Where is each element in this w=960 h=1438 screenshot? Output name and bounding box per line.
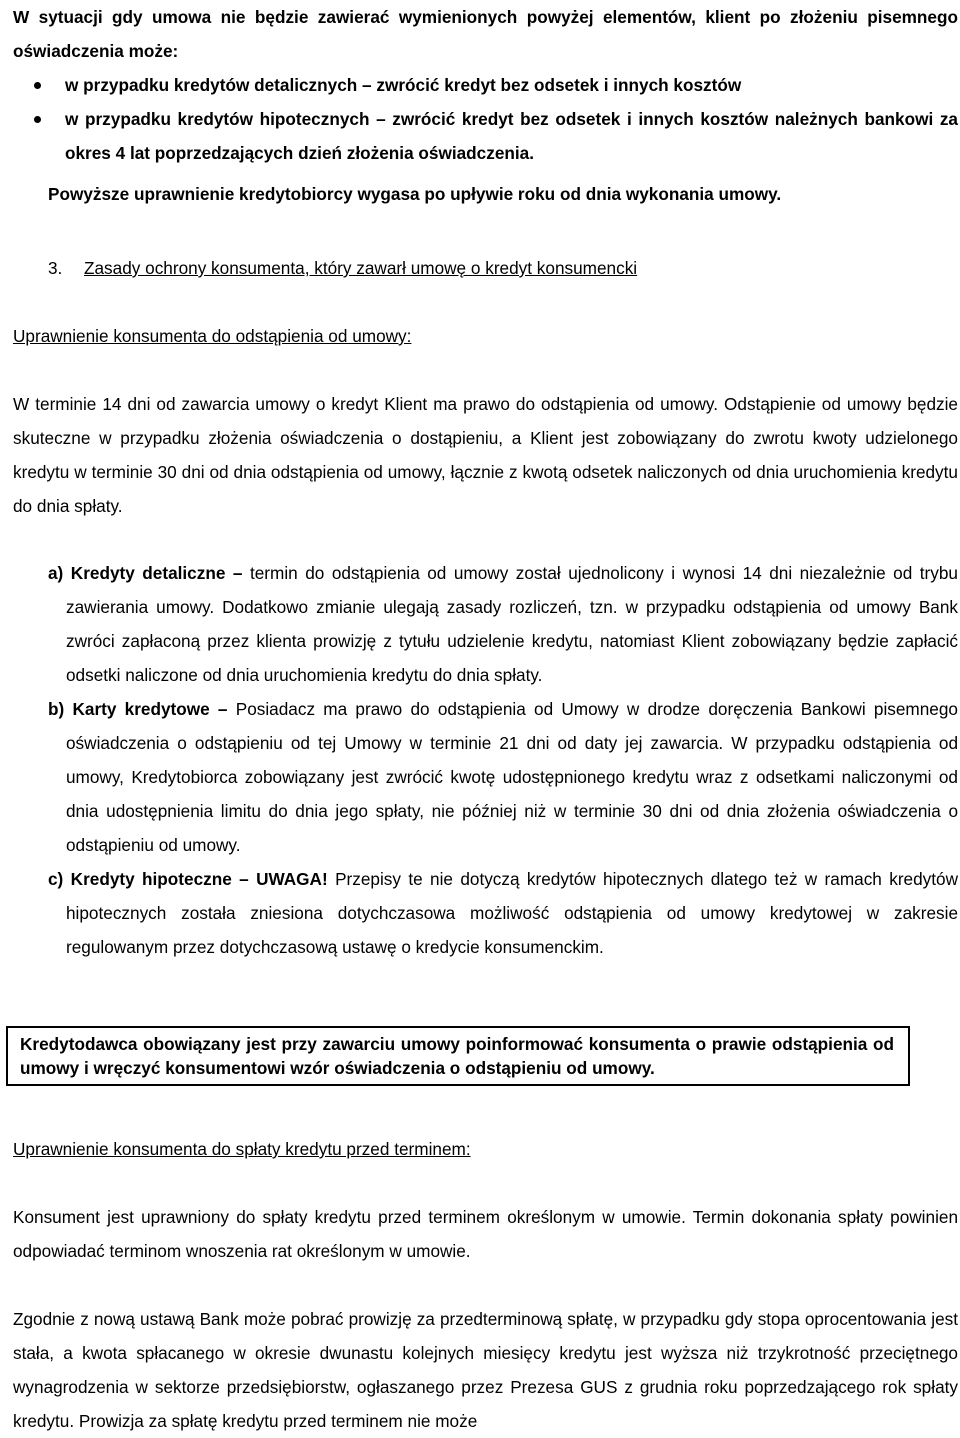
early-repayment-paragraph-2: Zgodnie z nową ustawą Bank może pobrać prowizję za przedterminową spłatę, w przypadku gdy stopa oprocentowania jest stała, a kwota spłacanego w okresie dwunastu kolejnych miesięcy kredytu jest wyższa niż trzykrotność przeciętnego wynagrodzenia w sektorze przedsiębiorstw, ogłaszanego przez Prezesa GUS z grudnia roku poprzedzającego rok spłaty kredytu. Prowizja za spłatę kredytu przed terminem nie może <box>13 1309 958 1431</box>
item-title: Kredyty detaliczne – <box>70 563 243 583</box>
section-number: 3. <box>48 258 63 278</box>
withdrawal-items <box>48 556 958 964</box>
bullet-dot-icon <box>34 82 41 89</box>
withdrawal-heading: Uprawnienie konsumenta do odstąpienia od umowy: <box>13 326 412 346</box>
bullet-list <box>13 68 958 170</box>
bullet-item <box>13 102 958 170</box>
item-credit-cards <box>48 692 958 862</box>
bullet-text: w przypadku kredytów hipotecznych – zwrócić kredyt bez odsetek i innych kosztów należnych bankowi za okres 4 lat poprzedzających dzień złożenia oświadczenia. <box>65 109 958 163</box>
section-3-heading <box>48 251 637 285</box>
item-title: Karty kredytowe – <box>72 699 228 719</box>
section-title: Zasady ochrony konsumenta, który zawarł umowę o kredyt konsumencki <box>84 258 638 278</box>
item-text: Posiadacz ma prawo do odstąpienia od Umowy w drodze doręczenia Bankowi pisemnego oświadczenia o odstąpieniu od tej Umowy w terminie 21 dni od daty jej zawarcia. W przypadku odstąpienia od umowy, Kredytobiorca zobowiązany jest zwrócić kwotę udostępnionego kredytu wraz z odsetkami naliczonymi od dnia udostępnienia limitu do dnia jego spłaty, nie później niż w terminie 30 dni od dnia złożenia oświadczenia o odstąpieniu od umowy. <box>66 699 958 855</box>
item-text: Przepisy te nie dotyczą kredytów hipotecznych dlatego też w ramach kredytów hipotecznych została zniesiona dotychczasowa możliwość odstąpienia od umowy kredytowej w zakresie regulowanym przez dotychczasową ustawę o kredycie konsumenckim. <box>66 869 958 957</box>
item-label: a) <box>48 563 64 583</box>
item-label: b) <box>48 699 65 719</box>
item-text: termin do odstąpienia od umowy został ujednolicony i wynosi 14 dni niezależnie od trybu zawierania umowy. Dodatkowo zmianie ulegają zasady rozliczeń, tzn. w przypadku odstąpienia od umowy Bank zwróci zapłaconą przez klienta prowizję z tytułu udzielenie kredytu, natomiast Klient zobowiązany będzie zapłacić odsetki naliczone od dnia uruchomienia kredytu do dnia spłaty. <box>66 563 958 685</box>
item-mortgage-credit <box>48 862 958 964</box>
item-retail-credit <box>48 556 958 692</box>
bullet-dot-icon <box>34 116 41 123</box>
item-title: Kredyty hipoteczne – UWAGA! <box>70 869 328 889</box>
early-repayment-paragraph-1: Konsument jest uprawniony do spłaty kredytu przed terminem określonym w umowie. Termin dokonania spłaty powinien odpowiadać terminom wnoszenia rat określonym w umowie. <box>13 1207 958 1261</box>
early-repayment-heading: Uprawnienie konsumenta do spłaty kredytu przed terminem: <box>13 1139 471 1159</box>
expiry-note: Powyższe uprawnienie kredytobiorcy wygasa po upływie roku od dnia wykonania umowy. <box>48 184 782 204</box>
notice-box: Kredytodawca obowiązany jest przy zawarciu umowy poinformować konsumenta o prawie odstąpienia od umowy i wręczyć konsumentowi wzór oświadczenia o odstąpieniu od umowy. <box>6 1026 910 1086</box>
bullet-item <box>13 68 958 102</box>
intro-paragraph: W sytuacji gdy umowa nie będzie zawierać wymienionych powyżej elementów, klient po złożeniu pisemnego oświadczenia może: <box>13 7 958 61</box>
withdrawal-paragraph: W terminie 14 dni od zawarcia umowy o kredyt Klient ma prawo do odstąpienia od umowy. Odstąpienie od umowy będzie skuteczne w przypadku złożenia oświadczenia o dostąpieniu, a Klient jest zobowiązany do zwrotu kwoty udzielonego kredytu w terminie 30 dni od dnia odstąpienia od umowy, łącznie z kwotą odsetek naliczonych od dnia uruchomienia kredytu do dnia spłaty. <box>13 394 958 516</box>
item-label: c) <box>48 869 64 889</box>
bullet-text: w przypadku kredytów detalicznych – zwrócić kredyt bez odsetek i innych kosztów <box>65 75 742 95</box>
